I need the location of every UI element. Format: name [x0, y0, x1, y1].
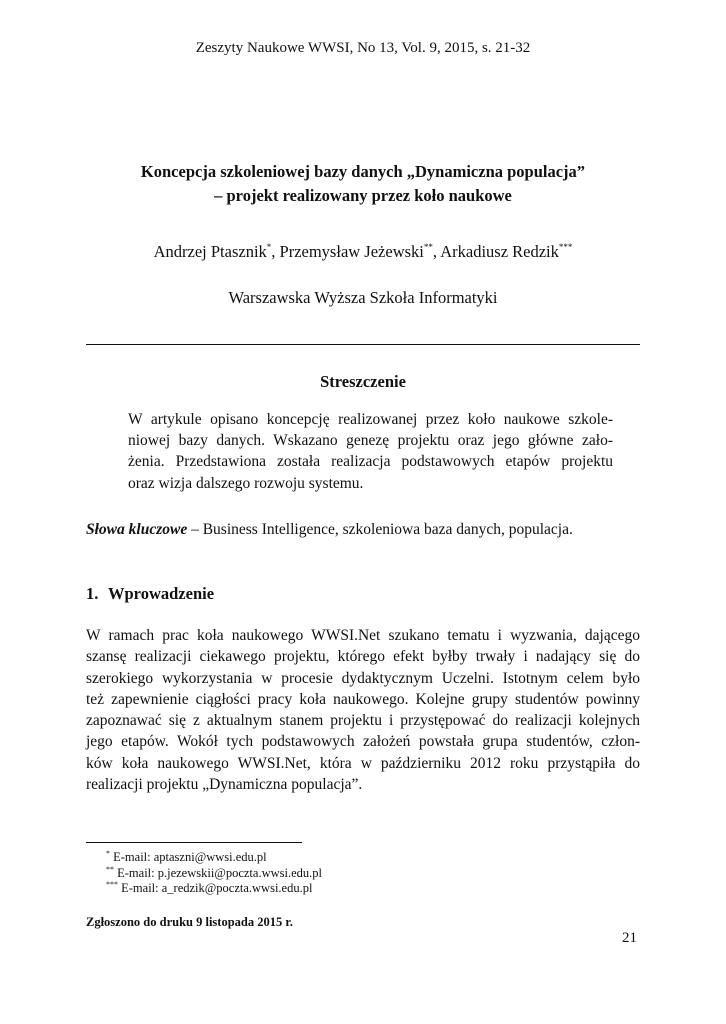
- footnote: [106, 881, 322, 897]
- keywords: [86, 521, 646, 539]
- title-line-1: Koncepcja szkoleniowej bazy danych „Dynamiczna populacja”: [140, 162, 586, 181]
- body-line: realizacji projektu „Dynamiczna populacja”.: [86, 776, 363, 794]
- author-name: Arkadiusz Redzik: [440, 242, 559, 261]
- abstract-line: W artykule opisano koncepcję realizowanej przez koło naukowe szkole-: [128, 411, 613, 428]
- author-separator: ,: [432, 242, 441, 261]
- section-heading: [86, 584, 214, 604]
- page-number: 21: [622, 930, 637, 946]
- footnote-text: E-mail: a_redzik@poczta.wwsi.edu.pl: [118, 881, 313, 895]
- keywords-label: Słowa kluczowe: [86, 521, 188, 538]
- footnote-text: E-mail: aptaszni@wwsi.edu.pl: [110, 850, 267, 864]
- footnote-text: E-mail: p.jezewskii@poczta.wwsi.edu.pl: [114, 865, 322, 880]
- author-separator: ,: [271, 242, 280, 261]
- author-list: [0, 242, 726, 262]
- body-line: szansę realizacji ciekawego projektu, którego efekt byłby trwały i nadający się do: [86, 648, 640, 666]
- body-line: szerokiego wykorzystania w procesie dydaktycznym Uczelni. Istotnym celem było: [86, 669, 640, 687]
- abstract-line: niowej bazy danych. Wskazano genezę projektu oraz jego główne zało-: [128, 432, 613, 450]
- abstract-body: [128, 409, 613, 494]
- horizontal-rule: [86, 344, 640, 345]
- body-line: ków koła naukowego WWSI.Net, która w październiku 2012 roku przystąpiła do: [86, 754, 640, 772]
- section-title: Wprowadzenie: [108, 584, 215, 603]
- section-body: [86, 625, 640, 795]
- author-footnote-mark: **: [423, 242, 433, 252]
- footnote-mark: ***: [106, 880, 118, 889]
- body-line: też zapewnienie ciągłości pracy koła naukowego. Kolejne grupy studentów powinny: [86, 690, 640, 708]
- footnote-mark: **: [106, 864, 114, 874]
- footnotes: [106, 850, 322, 897]
- abstract-line: żenia. Przedstawiona została realizacja podstawowych etapów projektu: [128, 453, 613, 471]
- affiliation: Warszawska Wyższa Szkoła Informatyki: [228, 288, 498, 307]
- author-footnote-mark: *: [266, 242, 272, 252]
- body-line: jego etapów. Wokół tych podstawowych założeń powstała grupa studentów, człon-: [86, 733, 640, 751]
- footnote: [106, 850, 322, 866]
- body-line: zapoznawać się z aktualnym stanem projektu i przystępować do realizacji kolejnych: [86, 712, 640, 730]
- running-head: Zeszyty Naukowe WWSI, No 13, Vol. 9, 2015, s. 21-32: [195, 40, 531, 56]
- body-line: W ramach prac koła naukowego WWSI.Net szukano tematu i wyzwania, dającego: [86, 627, 640, 644]
- footnote-rule: [86, 842, 302, 843]
- author-name: Andrzej Ptasznik: [153, 242, 267, 261]
- abstract-line: oraz wizja dalszego rozwoju systemu.: [128, 474, 364, 492]
- abstract-heading: Streszczenie: [320, 372, 406, 391]
- footnote: [106, 866, 322, 882]
- section-number: 1.: [86, 584, 99, 603]
- footnote-mark: *: [106, 849, 110, 858]
- submission-note: Zgłoszono do druku 9 listopada 2015 r.: [86, 915, 293, 929]
- paper-title: [60, 160, 666, 208]
- title-line-2: – projekt realizowany przez koło naukowe: [214, 186, 512, 205]
- author-footnote-mark: ***: [558, 242, 573, 252]
- author-name: Przemysław Jeżewski: [279, 242, 424, 261]
- keywords-text: – Business Intelligence, szkoleniowa baza danych, populacja.: [187, 521, 573, 538]
